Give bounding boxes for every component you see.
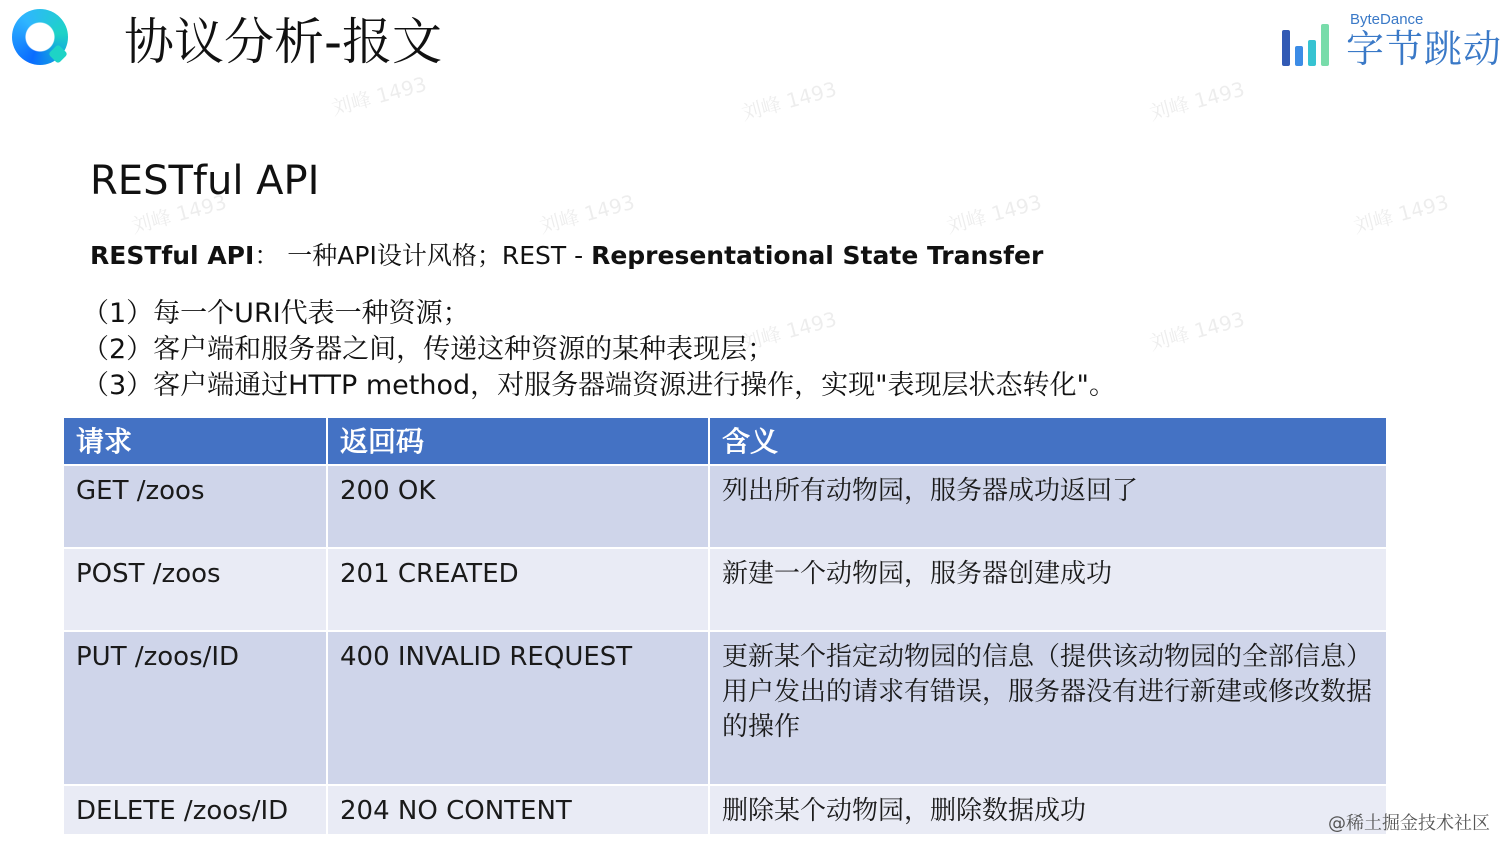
watermark: 刘峰 1493 — [738, 306, 840, 356]
definition-text: 一种API设计风格；REST - — [287, 241, 592, 270]
cell-code: 400 INVALID REQUEST — [327, 631, 709, 785]
section-title: RESTful API — [90, 158, 320, 204]
cell-code: 201 CREATED — [327, 548, 709, 631]
cell-request: GET /zoos — [63, 465, 327, 548]
table-row — [63, 548, 1387, 631]
definition-line — [90, 238, 1043, 274]
watermark: 刘峰 1493 — [738, 76, 840, 126]
watermark: 刘峰 1493 — [943, 189, 1045, 239]
table-row — [63, 465, 1387, 548]
watermark: 刘峰 1493 — [128, 189, 230, 239]
cell-request: DELETE /zoos/ID — [63, 785, 327, 835]
definition-separator: ： — [254, 241, 280, 270]
cell-meaning: 列出所有动物园，服务器成功返回了 — [709, 465, 1387, 548]
watermark: 刘峰 1493 — [328, 71, 430, 121]
cell-meaning-line: 用户发出的请求有错误，服务器没有进行新建或修改数据的操作 — [722, 677, 1373, 742]
cell-code: 204 NO CONTENT — [327, 785, 709, 835]
definition-term: RESTful API — [90, 241, 255, 270]
point-item: （1）每一个URI代表一种资源； — [82, 298, 470, 329]
table-header-row — [63, 417, 1387, 465]
point-item: （3）客户端通过HTTP method，对服务器端资源进行操作，实现"表现层状态转化"。 — [82, 370, 1116, 401]
cell-meaning: 新建一个动物园，服务器创建成功 — [709, 548, 1387, 631]
watermark: 刘峰 1493 — [1350, 189, 1452, 239]
header-meaning: 含义 — [709, 417, 1387, 465]
table-row — [63, 631, 1387, 785]
header-code: 返回码 — [327, 417, 709, 465]
cell-request: PUT /zoos/ID — [63, 631, 327, 785]
watermark: 刘峰 1493 — [536, 189, 638, 239]
slide-title: 协议分析-报文 — [124, 13, 443, 71]
point-item: （2）客户端和服务器之间，传递这种资源的某种表现层； — [82, 334, 775, 365]
cell-code: 200 OK — [327, 465, 709, 548]
table-row — [63, 785, 1387, 835]
source-attribution: @稀土掘金技术社区 — [1328, 813, 1490, 834]
cell-meaning-line: 更新某个指定动物园的信息（提供该动物园的全部信息） — [722, 642, 1373, 672]
cell-request: POST /zoos — [63, 548, 327, 631]
bytedance-logo-icon — [1282, 22, 1336, 66]
cell-meaning: 删除某个动物园，删除数据成功 — [709, 785, 1387, 835]
brand-name-en: ByteDance — [1350, 11, 1424, 28]
definition-expansion: Representational State Transfer — [591, 241, 1044, 270]
app-logo — [12, 9, 68, 65]
point-list — [82, 296, 1116, 404]
brand-name-cn: 字节跳动 — [1346, 27, 1503, 71]
watermark: 刘峰 1493 — [1146, 306, 1248, 356]
cell-meaning — [709, 631, 1387, 785]
rest-table — [62, 416, 1388, 836]
watermark: 刘峰 1493 — [1146, 76, 1248, 126]
header-request: 请求 — [63, 417, 327, 465]
